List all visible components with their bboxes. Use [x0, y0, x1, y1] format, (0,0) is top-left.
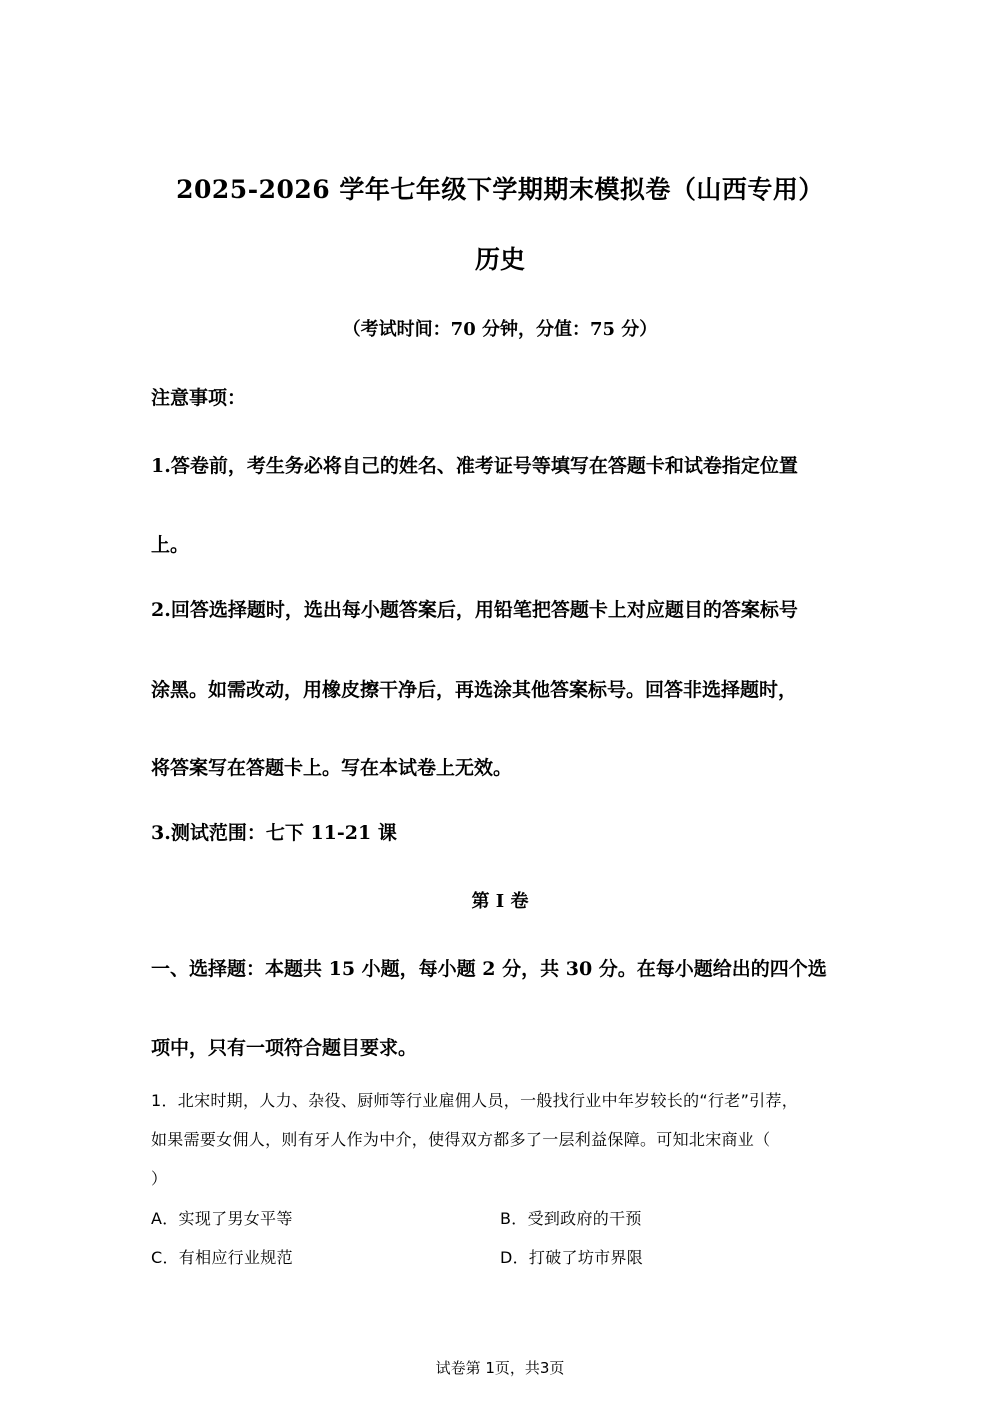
option-d: D．打破了坊市界限 [500, 1248, 644, 1267]
notice-line: 上。 [151, 534, 190, 556]
section-heading-line: 一、选择题：本题共 15 小题，每小题 2 分，共 30 分。在每小题给出的四个选 [151, 958, 827, 980]
option-c: C．有相应行业规范 [151, 1248, 293, 1267]
question-stem-line: ） [151, 1169, 168, 1188]
notice-line: 将答案写在答题卡上。写在本试卷上无效。 [151, 757, 513, 779]
notice-line: 2.回答选择题时，选出每小题答案后，用铅笔把答题卡上对应题目的答案标号 [151, 599, 798, 621]
part-label: 第 I 卷 [471, 891, 529, 912]
question-stem-line: 1．北宋时期，人力、杂役、厨师等行业雇佣人员，一般找行业中年岁较长的“行老”引荐， [151, 1091, 799, 1110]
question-stem-line: 如果需要女佣人，则有牙人作为中介，使得双方都多了一层利益保障。可知北宋商业（ [151, 1130, 771, 1149]
notice-line: 3.测试范围：七下 11-21 课 [151, 822, 397, 844]
section-heading-line: 项中，只有一项符合题目要求。 [151, 1037, 418, 1059]
notice-line: 涂黑。如需改动，用橡皮擦干净后，再选涂其他答案标号。回答非选择题时， [151, 679, 798, 701]
notice-line: 1.答卷前，考生务必将自己的姓名、准考证号等填写在答题卡和试卷指定位置 [151, 455, 798, 477]
notice-heading: 注意事项： [151, 387, 247, 409]
option-b: B．受到政府的干预 [500, 1209, 642, 1228]
exam-info: （考试时间：70 分钟，分值：75 分） [342, 319, 658, 340]
page-footer: 试卷第 1页，共3页 [435, 1359, 565, 1377]
subject-title: 历史 [474, 245, 525, 274]
option-a: A．实现了男女平等 [151, 1209, 293, 1228]
exam-title: 2025-2026 学年七年级下学期期末模拟卷（山西专用） [176, 175, 824, 204]
